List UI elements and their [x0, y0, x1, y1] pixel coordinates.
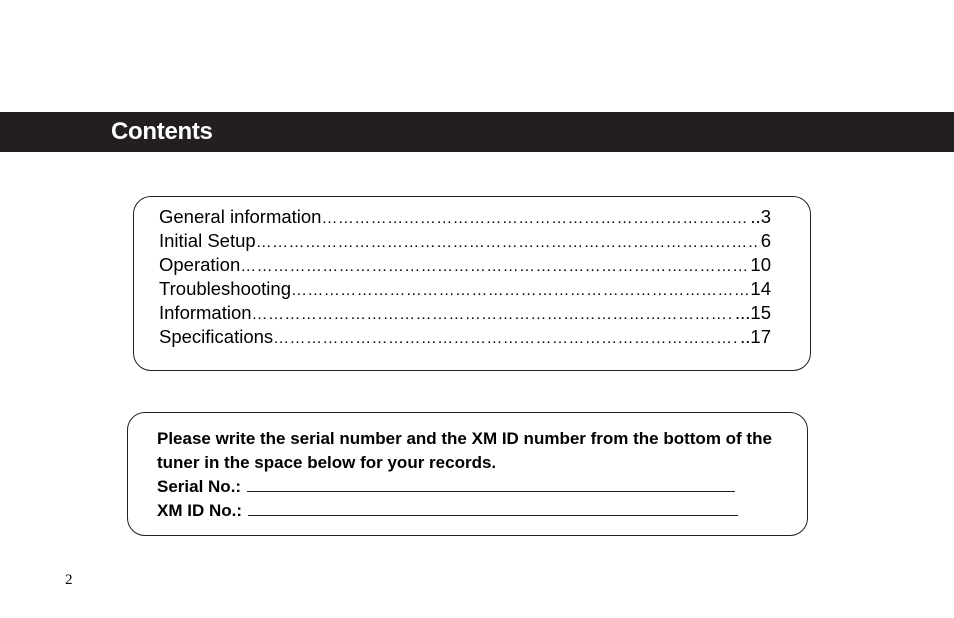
record-instructions: Please write the serial number and the XM ID number from the bottom of the tuner in the space below for your records.	[157, 429, 772, 472]
page-title: Contents	[111, 118, 213, 145]
serial-number-label: Serial No.:	[157, 477, 242, 496]
toc-dot-leader	[321, 207, 749, 229]
toc-entry-label: Operation	[159, 254, 241, 275]
table-of-contents	[133, 196, 811, 371]
toc-entry-label: Initial Setup	[159, 230, 256, 251]
toc-entry-page: 6	[760, 230, 771, 251]
header-bar	[0, 112, 954, 152]
serial-number-blank-line	[247, 475, 735, 492]
toc-dot-leader	[273, 327, 739, 349]
toc-entry-label: General information	[159, 206, 322, 227]
xm-id-label: XM ID No.:	[157, 501, 242, 520]
toc-entry-initial-setup	[159, 229, 771, 253]
toc-entry-troubleshooting	[159, 277, 771, 301]
toc-entry-general-information	[159, 205, 771, 229]
toc-entry-page: ...15	[735, 302, 771, 323]
toc-dot-leader	[252, 303, 734, 325]
toc-entry-specifications	[159, 325, 771, 349]
toc-entry-label: Troubleshooting	[159, 278, 291, 299]
toc-dot-leader	[291, 279, 749, 301]
toc-entry-page: 14	[750, 278, 771, 299]
toc-entry-page: ..17	[740, 326, 771, 347]
toc-dot-leader	[240, 255, 749, 277]
toc-entry-page: ..3	[750, 206, 771, 227]
toc-dot-leader	[256, 231, 760, 253]
serial-record-box	[127, 412, 808, 536]
xm-id-blank-line	[248, 499, 738, 516]
serial-number-field	[157, 475, 757, 499]
toc-entry-page: 10	[750, 254, 771, 275]
toc-entry-operation	[159, 253, 771, 277]
toc-list	[159, 205, 771, 349]
toc-entry-label: Specifications	[159, 326, 274, 347]
page-number: 2	[65, 572, 73, 588]
toc-entry-information	[159, 301, 771, 325]
xm-id-field	[157, 499, 757, 523]
toc-entry-label: Information	[159, 302, 252, 323]
